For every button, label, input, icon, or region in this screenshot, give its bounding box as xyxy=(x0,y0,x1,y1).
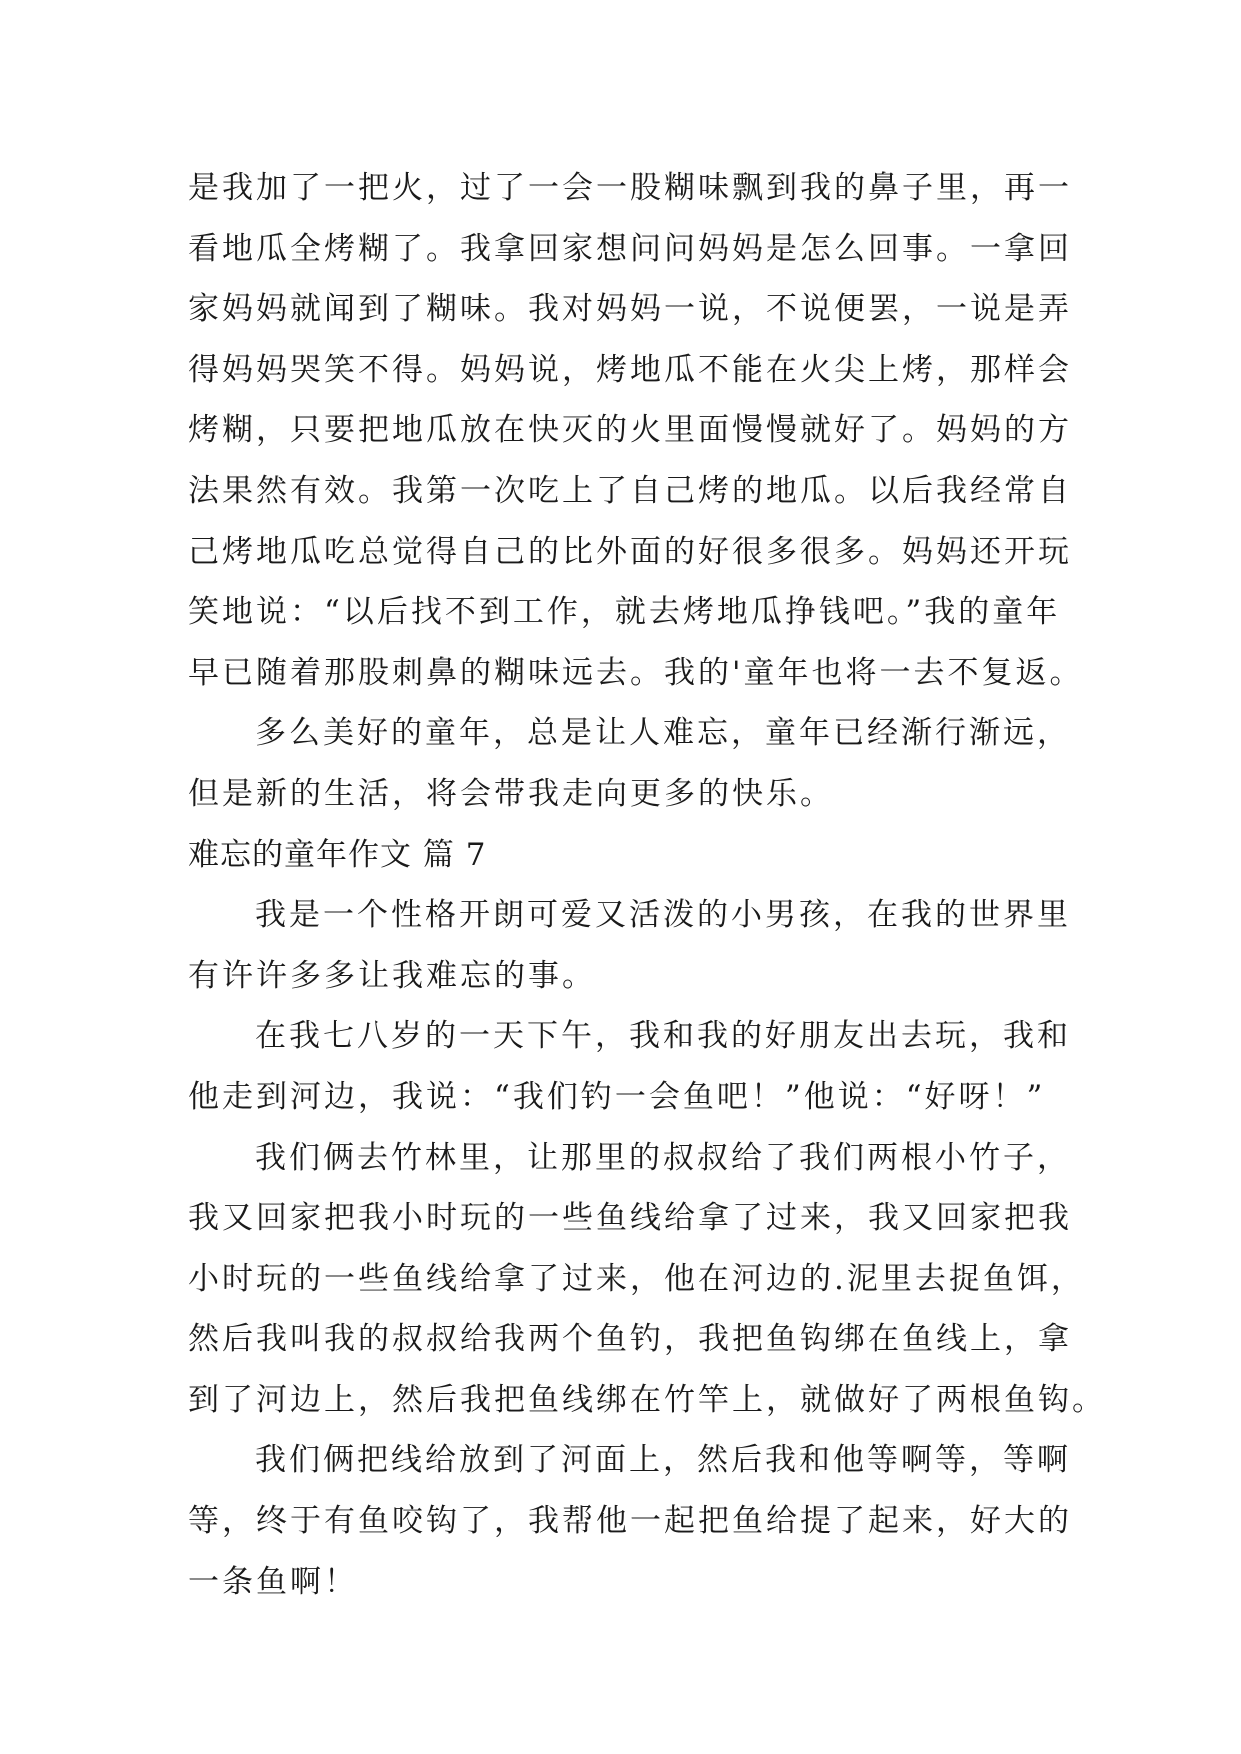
paragraph-line: 到了河边上，然后我把鱼线绑在竹竿上，就做好了两根鱼钩。 xyxy=(188,1381,1106,1418)
paragraph-line: 等，终于有鱼咬钩了，我帮他一起把鱼给提了起来，好大的 xyxy=(188,1503,1072,1540)
paragraph-line: 然后我叫我的叔叔给我两个鱼钓，我把鱼钩绑在鱼线上，拿 xyxy=(188,1321,1072,1358)
paragraph-line: 烤糊，只要把地瓜放在快灭的火里面慢慢就好了。妈妈的方 xyxy=(188,412,1072,449)
paragraph-line: 我们俩把线给放到了河面上，然后我和他等啊等，等啊 xyxy=(255,1442,1071,1479)
paragraph-line: 一条鱼啊！ xyxy=(188,1563,358,1600)
section-heading: 难忘的童年作文 篇 7 xyxy=(188,836,487,873)
paragraph-line: 我又回家把我小时玩的一些鱼线给拿了过来，我又回家把我 xyxy=(188,1200,1072,1237)
paragraph-line: 我们俩去竹林里，让那里的叔叔给了我们两根小竹子， xyxy=(255,1139,1071,1176)
paragraph-line: 看地瓜全烤糊了。我拿回家想问问妈妈是怎么回事。一拿回 xyxy=(188,230,1072,267)
paragraph-line: 我是一个性格开朗可爱又活泼的小男孩，在我的世界里 xyxy=(255,897,1071,934)
paragraph-line: 家妈妈就闻到了糊味。我对妈妈一说，不说便罢，一说是弄 xyxy=(188,291,1072,328)
document-page xyxy=(188,158,1106,1612)
paragraph-line: 有许许多多让我难忘的事。 xyxy=(188,957,596,994)
paragraph-line: 是我加了一把火，过了一会一股糊味飘到我的鼻子里，再一 xyxy=(188,170,1072,206)
paragraph-line: 小时玩的一些鱼线给拿了过来，他在河边的.泥里去捉鱼饵， xyxy=(188,1260,1085,1297)
paragraph-line: 他走到河边，我说：“我们钓一会鱼吧！”他说：“好呀！” xyxy=(188,1078,1046,1115)
paragraph-line: 但是新的生活，将会带我走向更多的快乐。 xyxy=(188,775,834,812)
paragraph-line: 早已随着那股刺鼻的糊味远去。我的'童年也将一去不复返。 xyxy=(188,654,1084,691)
paragraph-line: 己烤地瓜吃总觉得自己的比外面的好很多很多。妈妈还开玩 xyxy=(188,533,1072,570)
paragraph-line: 多么美好的童年，总是让人难忘，童年已经渐行渐远， xyxy=(255,715,1071,752)
paragraph-line: 笑地说：“以后找不到工作，就去烤地瓜挣钱吧。”我的童年 xyxy=(188,594,1061,631)
paragraph-line: 法果然有效。我第一次吃上了自己烤的地瓜。以后我经常自 xyxy=(188,472,1072,509)
paragraph-line: 得妈妈哭笑不得。妈妈说，烤地瓜不能在火尖上烤，那样会 xyxy=(188,351,1072,388)
paragraph-line: 在我七八岁的一天下午，我和我的好朋友出去玩，我和 xyxy=(255,1018,1071,1055)
